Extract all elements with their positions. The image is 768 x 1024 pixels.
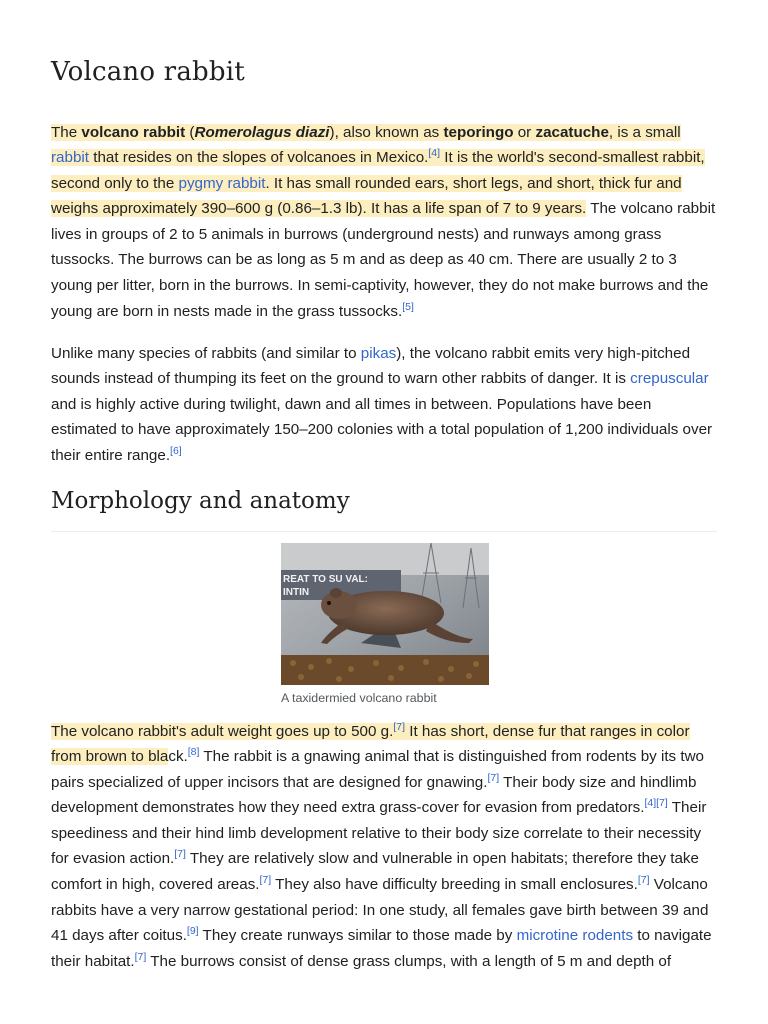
citation-4-7[interactable]: [4][7] — [644, 797, 668, 810]
taxidermied-rabbit-image[interactable] — [281, 543, 489, 685]
intro-paragraph: The volcano rabbit (Romerolagus diazi), also known as teporingo or zacatuche, is a small rabbit that resides on the slopes of volcanoes in Mexico.[4] It is the world's second-smallest rabbit, second only to the pygmy rabbit. It has small rounded ears, short legs, and short, thick fur and weighs approximately 390–600 g (0.86–1.3 lb). It has a life span of 7 to 9 years. The volcano rabbit lives in groups of 2 to 5 animals in burrows (underground nests) and runways among grass tussocks. The burrows can be as long as 5 m and as deep as 40 cm. There are usually 2 to 3 young per litter, born in the burrows. In semi-captivity, however, they do not make burrows and the young are born in nests made in the grass tussocks.[5] — [51, 123, 716, 320]
figure-caption: A taxidermied volcano rabbit — [281, 691, 437, 705]
citation-7[interactable]: [7] — [134, 950, 147, 963]
behavior-paragraph: Unlike many species of rabbits (and similar to pikas), the volcano rabbit emits very high-pitched sounds instead of thumping its feet on the ground to warn other rabbits of danger. It is crepuscular and is highly active during twilight, dawn and all times in between. Populations have been estimated to have approximately 150–200 colonies with a total population of 1,200 individuals over their entire range.[6] — [51, 344, 713, 464]
link-rabbit[interactable]: rabbit — [51, 149, 89, 167]
citation-9[interactable]: [9] — [186, 925, 199, 938]
citation-7[interactable]: [7] — [487, 771, 500, 784]
morphology-highlight: The volcano rabbit's adult weight goes up to 500 g.[7] It has short, dense fur that ranges in color from brown to bla — [51, 720, 690, 766]
section-heading-morphology: Morphology and anatomy — [51, 488, 350, 514]
sign-text-2: INTIN — [283, 587, 310, 598]
scientific-name: Romerolagus diazi — [194, 123, 330, 141]
citation-6[interactable]: [6] — [170, 444, 182, 457]
citation-7[interactable]: [7] — [637, 874, 650, 886]
citation-8[interactable]: [8] — [187, 746, 200, 759]
figure — [281, 543, 489, 705]
citation-7[interactable]: [7] — [174, 848, 186, 861]
citation-7[interactable]: [7] — [393, 720, 405, 733]
morphology-paragraph: The volcano rabbit's adult weight goes up to 500 g.[7] It has short, dense fur that ranges in color from brown to black.[8] The rabbit is a gnawing animal that is distinguished from rodents by its two pairs specialized of upper incisors that are designed for gnawing.[7] Their body size and hindlimb development demonstrates how they need extra grass-cover for evasion from predators.[4][7] Their speediness and their hind limb development relative to their body size correlate to their necessity for evasion action.[7] They are relatively slow and vulnerable in open habitats; therefore they take comfort in high, covered areas.[7] They also have difficulty breeding in small enclosures.[7] Volcano rabbits have a very narrow gestational period: In one study, all females gave birth between 39 and 41 days after coitus.[9] They create runways similar to those made by microtine rodents to navigate their habitat.[7] The burrows consist of dense grass clumps, with a length of 5 m and depth of — [51, 720, 712, 970]
alt-name-zacatuche: zacatuche — [535, 123, 609, 141]
citation-7[interactable]: [7] — [259, 874, 272, 886]
citation-4[interactable]: [4] — [428, 147, 441, 160]
link-microtine-rodents[interactable]: microtine rodents — [516, 927, 634, 945]
page-title: Volcano rabbit — [51, 57, 245, 87]
alt-name-teporingo: teporingo — [443, 123, 514, 141]
link-crepuscular[interactable]: crepuscular — [630, 370, 709, 388]
section-divider — [51, 531, 717, 532]
sign-text-1: REAT TO SU VAL: — [283, 574, 368, 585]
bold-name: volcano rabbit — [81, 123, 186, 141]
intro-highlight: The volcano rabbit (Romerolagus diazi), also known as teporingo or zacatuche, is a small rabbit that resides on the slopes of volcanoes in Mexico.[4] It is the world's second-smallest rabbit, second only to the pygmy rabbit. It has small rounded ears, short legs, and short, thick fur and weighs approximately 390–600 g (0.86–1.3 lb). It has a life span of 7 to 9 years. — [51, 123, 705, 218]
citation-5[interactable]: [5] — [402, 300, 414, 313]
link-pygmy-rabbit[interactable]: pygmy rabbit — [178, 174, 266, 192]
link-pikas[interactable]: pikas — [360, 344, 397, 362]
